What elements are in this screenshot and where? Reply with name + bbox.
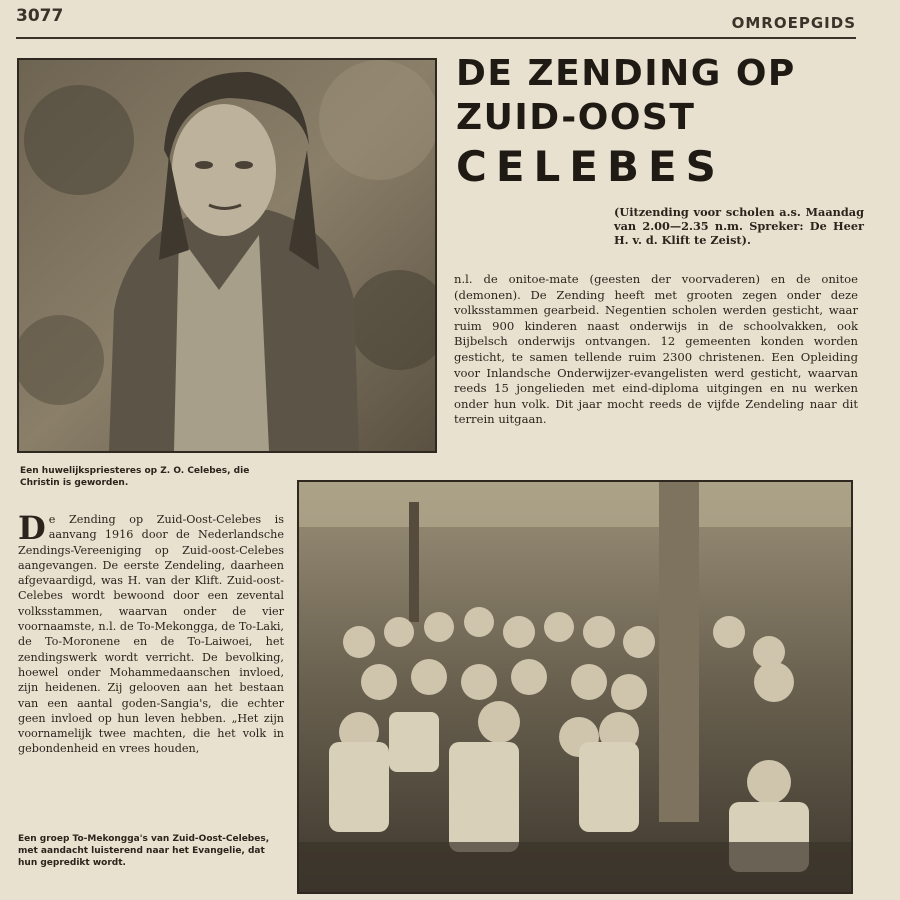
article-body-intro — [18, 509, 284, 757]
page-number: 3077 — [16, 6, 64, 26]
group-caption: Een groep To-Mekongga's van Zuid-Oost-Celebes, met aandacht luisterend naar het Evangelie, dat hun gepredikt wordt. — [18, 834, 270, 868]
article-headline — [456, 53, 866, 191]
portrait-photo — [17, 58, 437, 453]
article-body-continued: n.l. de onitoe-mate (geesten der voorvaderen) en de onitoe (demonen). De Zending heeft met grooten zegen onder deze volksstammen gearbeid. Negentien scholen werden gesticht, waar ruim 900 kinderen naast onderwijs in de schoolvakken, ook Bijbelsch onderwijs ontvangen. 12 gemeenten konden worden gesticht, te samen tellende ruim 2300 christenen. Een Opleiding voor Inlandsche Onderwijzer-evangelisten werd gesticht, waarvan reeds 15 jongelieden met eind-diploma uitgingen en nu werken onder hun volk. Dit jaar mocht reeds de vijfde Zendeling naar dit terrein uitgaan. — [454, 272, 858, 427]
broadcast-info: (Uitzending voor scholen a.s. Maandag van 2.00—2.35 n.m. Spreker: De Heer H. v. d. Klift te Zeist). — [614, 205, 864, 247]
article-intro-text: e Zending op Zuid-Oost-Celebes is aanvang 1916 door de Nederlandsche Zendings-Vereeniging op Zuid-oost-Celebes aangevangen. De eerste Zendeling, daarheen afgevaardigd, was H. van der Klift. Zuid-oost-Celebes wordt bewoond door een zevental volksstammen, waarvan onder de vier voornaamste, n.l. de To-Mekongga, de To-Laki, de To-Moronene en de To-Laiwoei, het zendingswerk wordt verricht. De bevolking, hoewel onder Mohammedaanschen invloed, zijn heidenen. Zij gelooven aan het bestaan van een aantal goden-Sangia's, die echter geen invloed op hun leven hebben. „Het zijn voornamelijk twee machten, die het volk in gebondenheid en vrees houden, — [18, 513, 284, 756]
portrait-caption: Een huwelijkspriesteres op Z. O. Celebes, die Christin is geworden. — [20, 466, 250, 488]
publication-masthead: OMROEPGIDS — [731, 14, 856, 32]
headline-line-3: CELEBES — [456, 142, 725, 191]
top-rule — [16, 37, 856, 39]
headline-line-1: DE ZENDING OP — [456, 53, 796, 94]
group-photo — [297, 480, 853, 894]
headline-line-2: ZUID-OOST — [456, 97, 696, 138]
drop-cap: D — [18, 509, 46, 547]
